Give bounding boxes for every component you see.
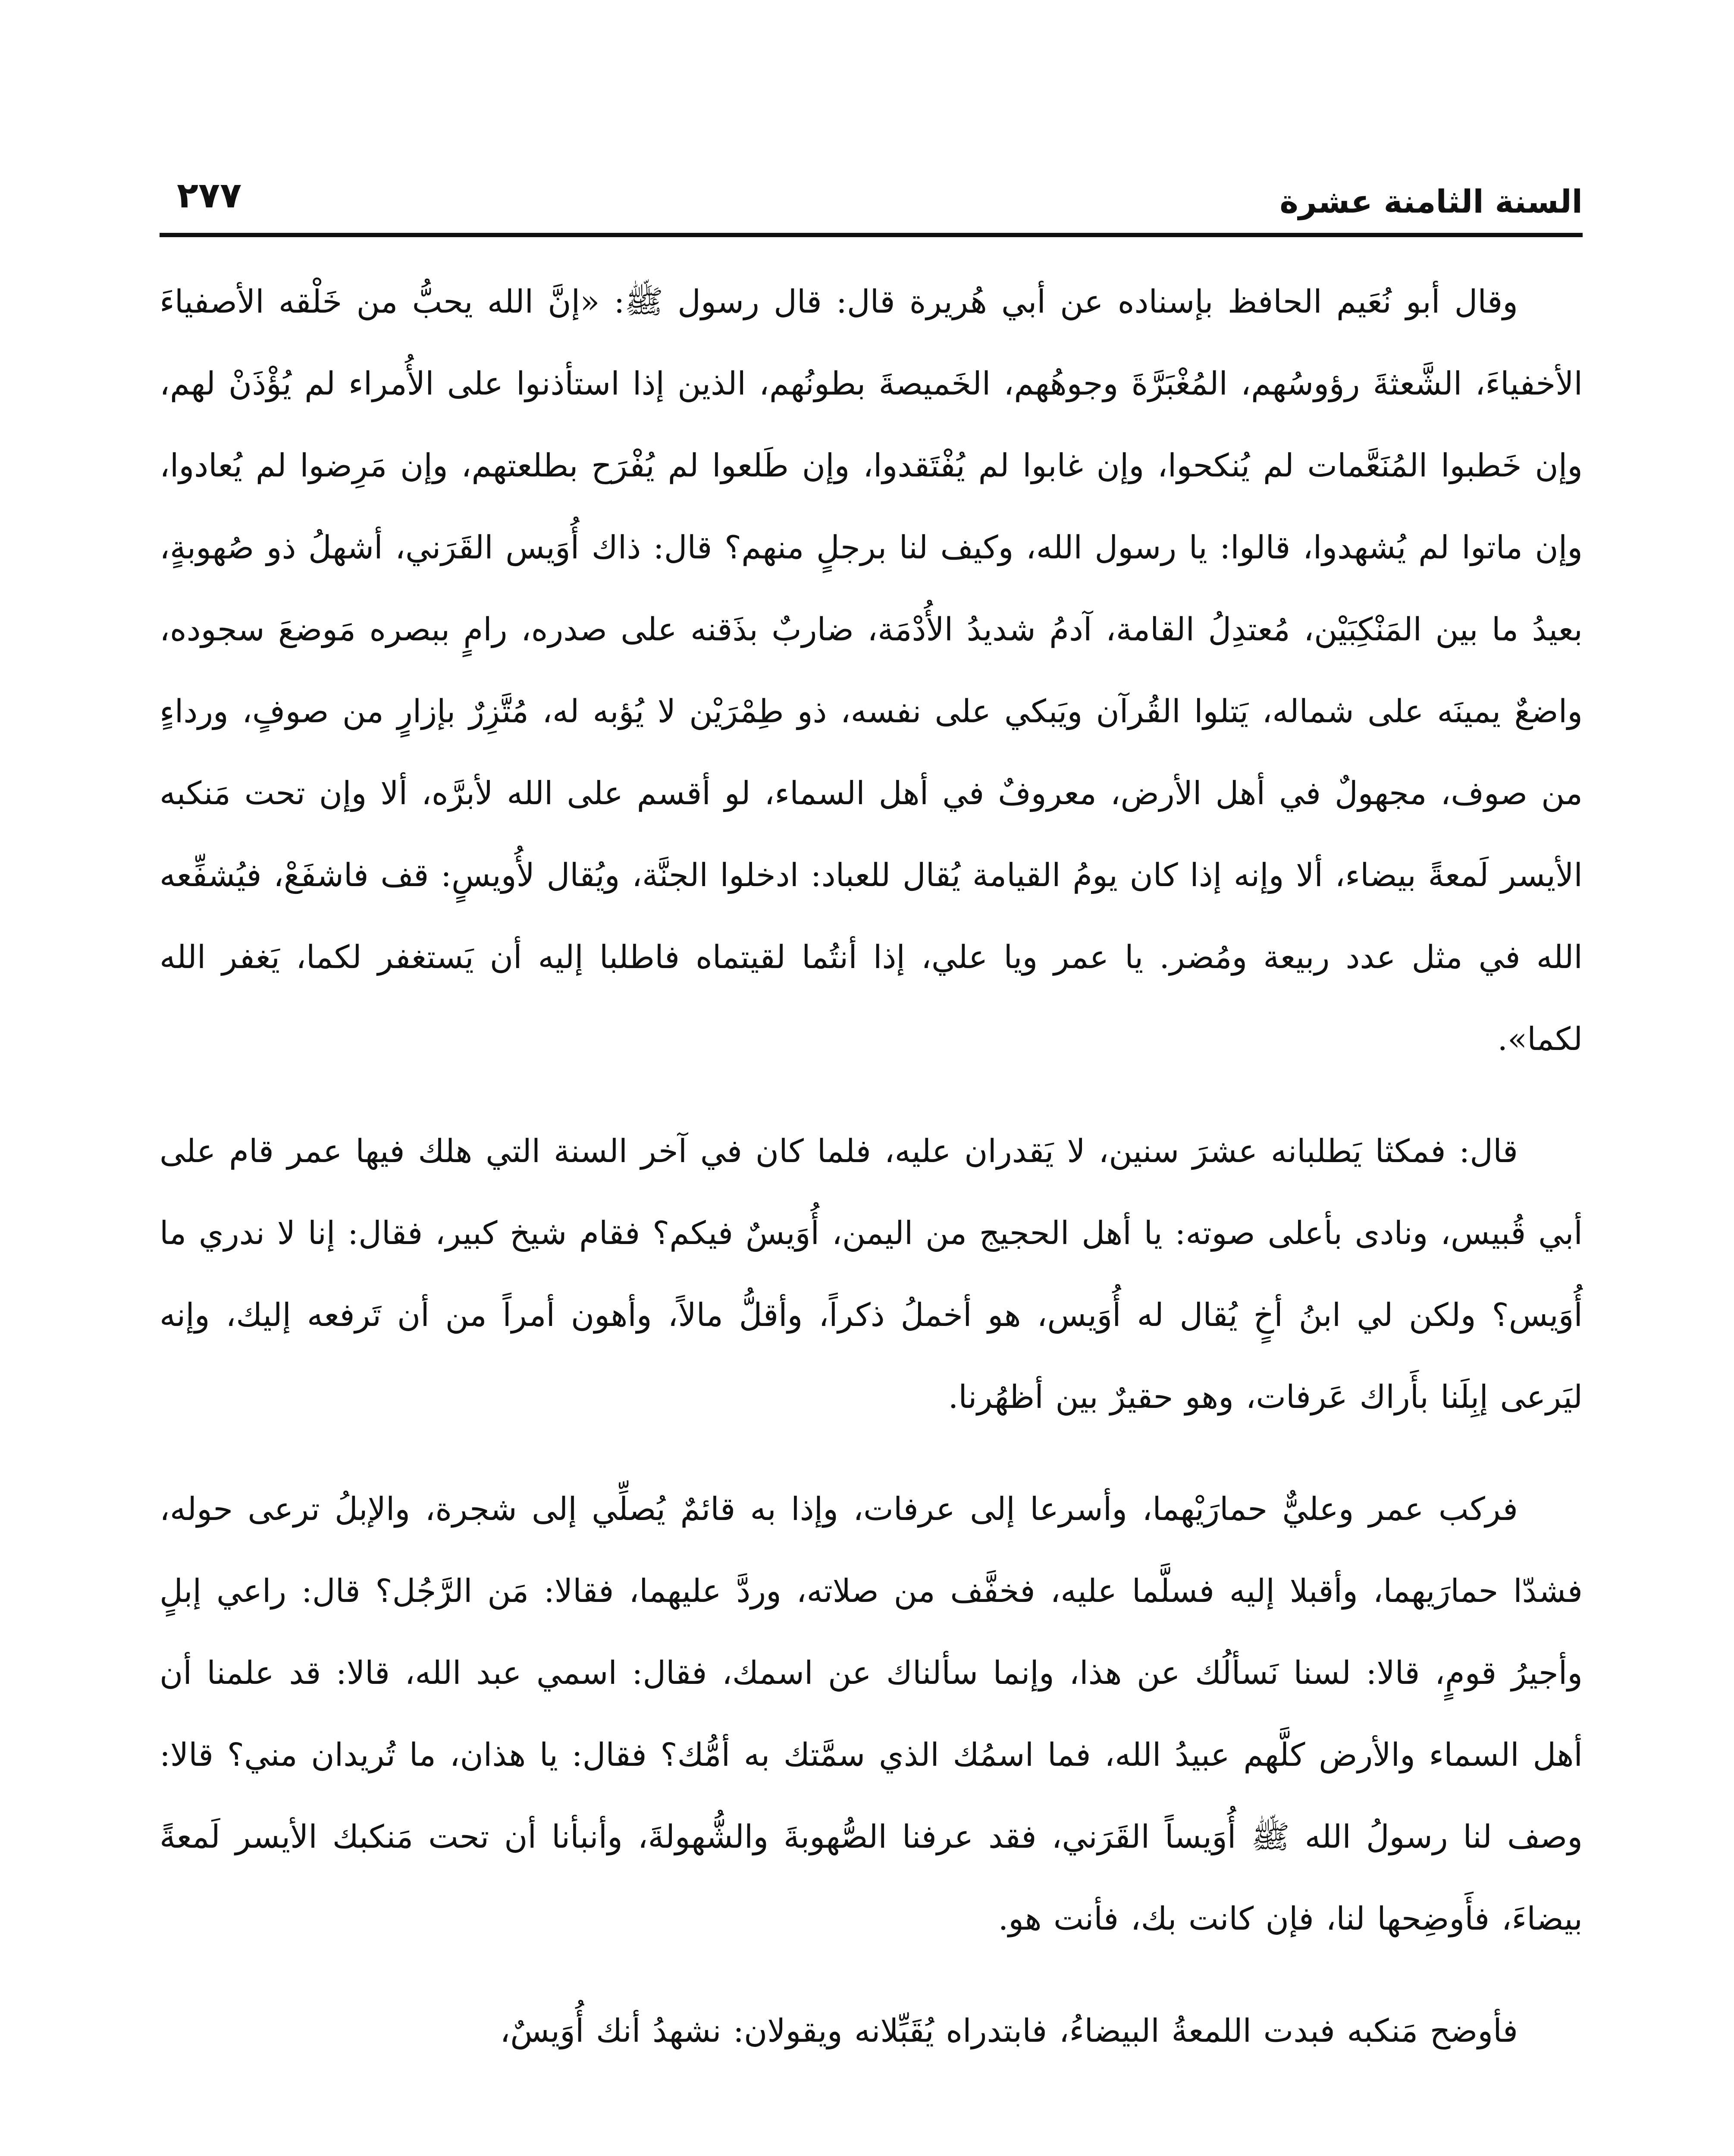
paragraph-search: قال: فمكثا يَطلبانه عشرَ سنين، لا يَقدران عليه، فلما كان في آخر السنة التي هلك فيها عمر قام على أبي قُبيس، ونادى بأعلى صوته: يا أهل الحجيج من اليمن، أُوَيسٌ فيكم؟ فقام شيخ كبير، فقال: إنا لا ندري ما أُوَيس؟ ولكن لي ابنُ أخٍ يُقال له أُوَيس، هو أخملُ ذكراً، وأقلُّ مالاً، وأهون أمراً من أن تَرفعه إليك، وإنه ليَرعى إبِلَنا بأَراك عَرفات، وهو حقيرٌ بين أظهُرنا.	[160, 1133, 1583, 1416]
page-header	[160, 125, 1583, 237]
paragraph-closing: فأوضح مَنكبه فبدت اللمعةُ البيضاءُ، فابتدراه يُقَبِّلانه ويقولان: نشهدُ أنك أُوَيسٌ،	[500, 2012, 1518, 2049]
book-page	[160, 125, 1583, 2156]
running-title: السنة الثامنة عشرة	[1279, 183, 1583, 220]
body-text	[160, 237, 1583, 2072]
paragraph-meeting: فركب عمر وعليٌّ حمارَيْهما، وأسرعا إلى عرفات، وإذا به قائمٌ يُصلِّي إلى شجرة، والإبلُ ترعى حوله، فشدّا حمارَيهما، وأقبلا إليه فسلَّما عليه، فخفَّف من صلاته، وردَّ عليهما، فقالا: مَن الرَّجُل؟ قال: راعي إبلٍ وأجيرُ قومٍ، قالا: لسنا نَسألُك عن هذا، وإنما سألناك عن اسمك، فقال: اسمي عبد الله، قالا: قد علمنا أن أهل السماء والأرض كلَّهم عبيدُ الله، فما اسمُك الذي سمَّتك به أمُّك؟ فقال: يا هذان، ما تُريدان مني؟ قالا: وصف لنا رسولُ الله ﷺ أُوَيساً القَرَني، فقد عرفنا الصُّهوبةَ والشُّهولةَ، وأنبأنا أن تحت مَنكبك الأيسر لَمعةً بيضاءَ، فأَوضِحها لنا، فإن كانت بك، فأنت هو.	[160, 1491, 1583, 1937]
page-number: ٢٧٧	[177, 175, 242, 216]
paragraph-hadith: وقال أبو نُعَيم الحافظ بإسناده عن أبي هُريرة قال: قال رسول ﷺ: «إنَّ الله يحبُّ من خَلْقه الأصفياءَ الأخفياءَ، الشَّعثةَ رؤوسُهم، المُغْبَرَّةَ وجوهُهم، الخَميصةَ بطونُهم، الذين إذا استأذنوا على الأُمراء لم يُؤْذَنْ لهم، وإن خَطبوا المُنَعَّمات لم يُنكحوا، وإن غابوا لم يُفْتَقدوا، وإن طَلعوا لم يُفْرَح بطلعتهم، وإن مَرِضوا لم يُعادوا، وإن ماتوا لم يُشهدوا، قالوا: يا رسول الله، وكيف لنا برجلٍ منهم؟ قال: ذاك أُوَيس القَرَني، أشهلُ ذو صُهوبةٍ، بعيدُ ما بين المَنْكِبَيْن، مُعتدِلُ القامة، آدمُ شديدُ الأُدْمَة، ضاربٌ بذَقنه على صدره، رامٍ ببصره مَوضعَ سجوده، واضعٌ يمينَه على شماله، يَتلوا القُرآن ويَبكي على نفسه، ذو طِمْرَيْن لا يُؤبه له، مُتَّزِرٌ بإزارٍ من صوفٍ، ورداءٍ من صوف، مجهولٌ في أهل الأرض، معروفٌ في أهل السماء، لو أقسم على الله لأبرَّه، ألا وإن تحت مَنكبه الأيسر لَمعةً بيضاء، ألا وإنه إذا كان يومُ القيامة يُقال للعباد: ادخلوا الجنَّة، ويُقال لأُويسٍ: قف فاشفَعْ، فيُشفِّعه الله في مثل عدد ربيعة ومُضر. يا عمر ويا علي، إذا أنتُما لقيتماه فاطلبا إليه أن يَستغفر لكما، يَغفر الله لكما».	[160, 283, 1583, 1058]
